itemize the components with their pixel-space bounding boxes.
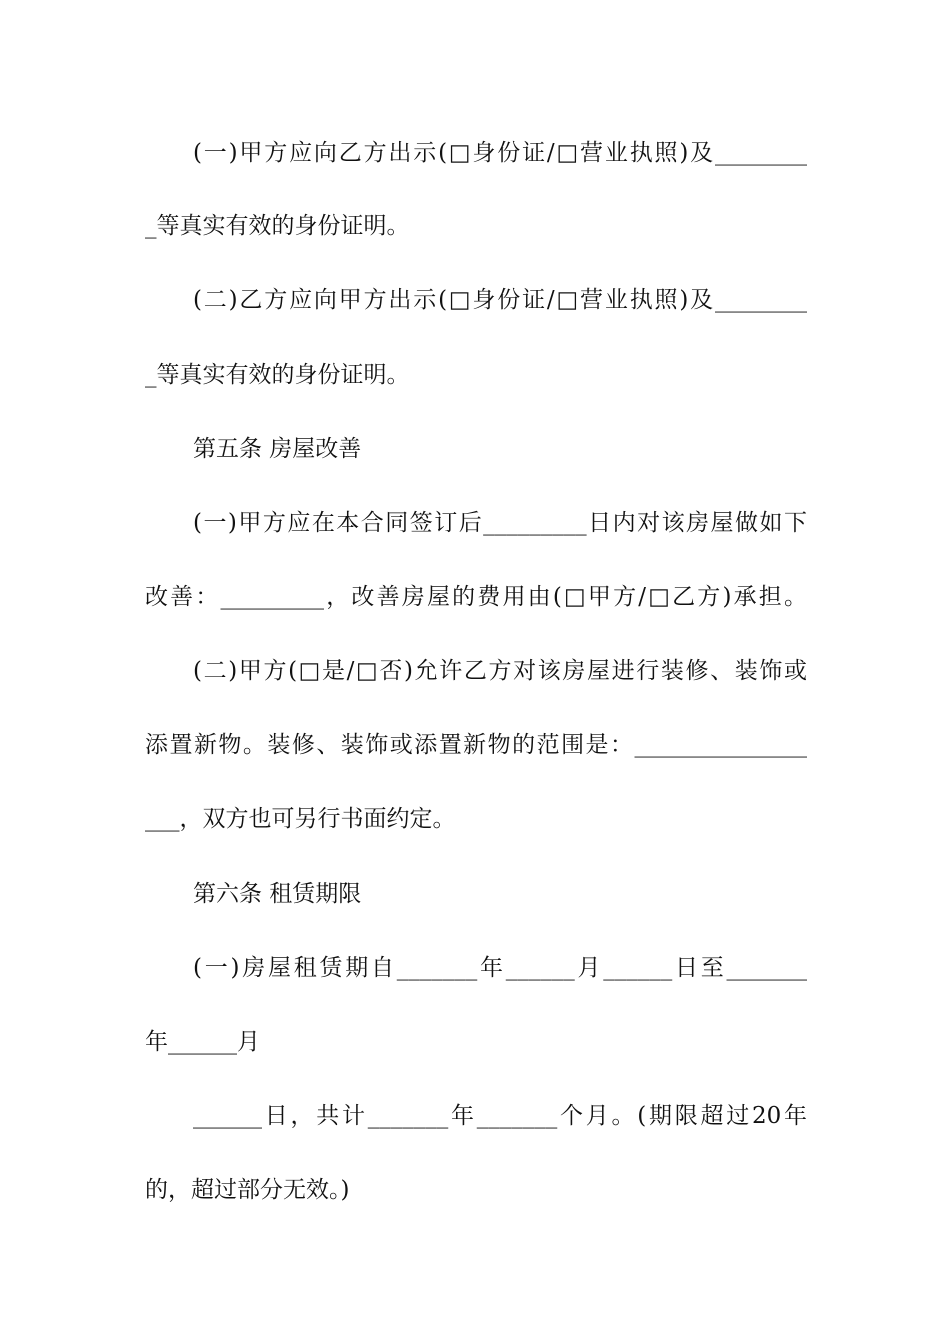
clause-4-1-line-2: _等真实有效的身份证明。	[145, 213, 410, 239]
clause-6-1-line-2: 年______月	[145, 1029, 260, 1055]
article-6-heading: 第六条 租赁期限	[193, 881, 362, 907]
clause-5-1-line-1: (一)甲方应在本合同签订后_________日内对该房屋做如下	[193, 510, 807, 536]
clause-5-2-line-1: (二)甲方(□是/□否)允许乙方对该房屋进行装修、装饰或	[193, 658, 807, 684]
clause-4-2-line-2: _等真实有效的身份证明。	[145, 362, 410, 388]
clause-4-1-line-1: (一)甲方应向乙方出示(□身份证/□营业执照)及________	[193, 140, 807, 166]
clause-6-1-line-3: ______日，共计_______年_______个月。(期限超过20年	[193, 1103, 807, 1129]
clause-5-2-line-3: ___，双方也可另行书面约定。	[145, 806, 456, 832]
clause-6-1-line-1: (一)房屋租赁期自_______年______月______日至_______	[193, 955, 807, 981]
clause-4-2-line-1: (二)乙方应向甲方出示(□身份证/□营业执照)及________	[193, 287, 807, 313]
clause-5-1-line-2: 改善：_________，改善房屋的费用由(□甲方/□乙方)承担。	[145, 584, 807, 610]
clause-6-1-line-4: 的，超过部分无效。)	[145, 1177, 350, 1203]
clause-5-2-line-2: 添置新物。装修、装饰或添置新物的范围是：_______________	[145, 732, 807, 758]
article-5-heading: 第五条 房屋改善	[193, 436, 362, 462]
